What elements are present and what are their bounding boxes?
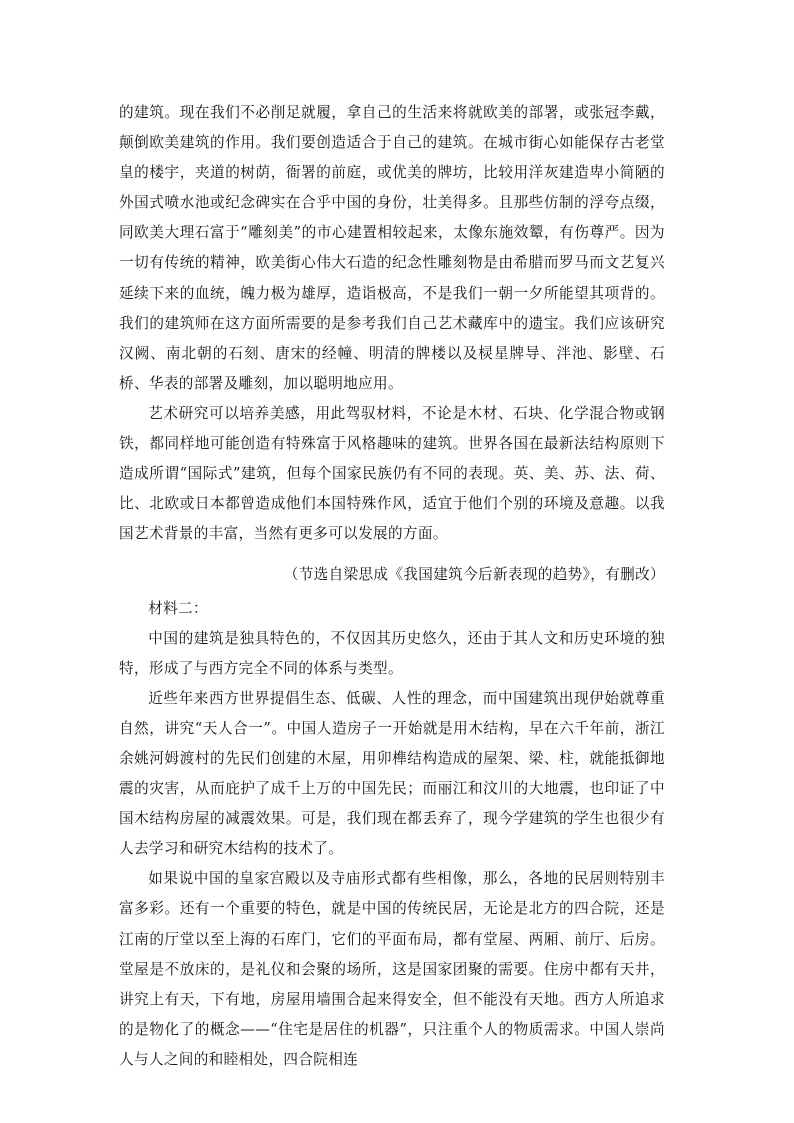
material-two-paragraph-2: 近些年来西方世界提倡生态、低碳、人性的理念，而中国建筑出现伊始就尊重自然，讲究“天人合一”。中国人造房子一开始就是用木结构，早在六千年前，浙江余姚河姆渡村的先民们创建的木屋，用卯榫结构造成的屋架、梁、柱，就能抵御地震的灾害，从而庇护了成千上万的中国先民；而丽江和汶川的大地震，也印证了中国木结构房屋的减震效果。可是，我们现在都丢弃了，现今学建筑的学生也很少有人去学习和研究木结构的技术了。 bbox=[119, 689, 665, 858]
material-one-paragraph-2: 艺术研究可以培养美感，用此驾驭材料，不论是木材、石块、化学混合物或钢铁，都同样地可能创造有特殊富于风格趣味的建筑。世界各国在最新法结构原则下造成所谓“国际式”建筑，但每个国家民族仍有不同的表现。英、美、苏、法、荷、比、北欧或日本都曾造成他们本国特殊作风，适宜于他们个别的环境及意趣。以我国艺术背景的丰富，当然有更多可以发展的方面。 bbox=[119, 404, 665, 543]
material-two-paragraph-1: 中国的建筑是独具特色的，不仅因其历史悠久，还由于其人文和历史环境的独特，形成了与西方完全不同的体系与类型。 bbox=[119, 629, 665, 677]
source-citation: （节选自梁思成《我国建筑今后新表现的趋势》，有删改） bbox=[283, 566, 665, 584]
material-two-paragraph-3: 如果说中国的皇家宫殿以及寺庙形式都有些相像，那么，各地的民居则特别丰富多彩。还有一个重要的特色，就是中国的传统民居，无论是北方的四合院，还是江南的厅堂以至上海的石库门，它们的平面布局，都有堂屋、两厢、前厅、后房。堂屋是不放床的，是礼仪和会聚的场所，这是国家团聚的需要。住房中都有天井，讲究上有天，下有地，房屋用墙围合起来得安全，但不能没有天地。西方人所追求的是物化了的概念——“住宅是居住的机器”，只注重个人的物质需求。中国人崇尚人与人之间的和睦相处，四合院相连 bbox=[119, 870, 665, 1068]
material-one-paragraph-1: 的建筑。现在我们不必削足就履，拿自己的生活来将就欧美的部署，或张冠李戴，颠倒欧美建筑的作用。我们要创造适合于自己的建筑。在城市街心如能保存古老堂皇的楼宇，夹道的树荫，衙署的前庭，或优美的牌坊，比较用洋灰建造卑小简陋的外国式喷水池或纪念碑实在合乎中国的身份，壮美得多。且那些仿制的浮夸点缀，同欧美大理石富于“雕刻美”的市心建置相较起来，太像东施效颦，有伤尊严。因为一切有传统的精神，欧美街心伟大石造的纪念性雕刻物是由希腊而罗马而文艺复兴延续下来的血统，魄力极为雄厚，造诣极高，不是我们一朝一夕所能望其项背的。我们的建筑师在这方面所需要的是参考我们自己艺术藏库中的遗宝。我们应该研究汉阙、南北朝的石刻、唐宋的经幢、明清的牌楼以及棂星牌导、泮池、影壁、石桥、华表的部署及雕刻，加以聪明地应用。 bbox=[119, 104, 665, 392]
material-two-heading: 材料二： bbox=[148, 599, 208, 617]
text-body bbox=[119, 98, 665, 1075]
